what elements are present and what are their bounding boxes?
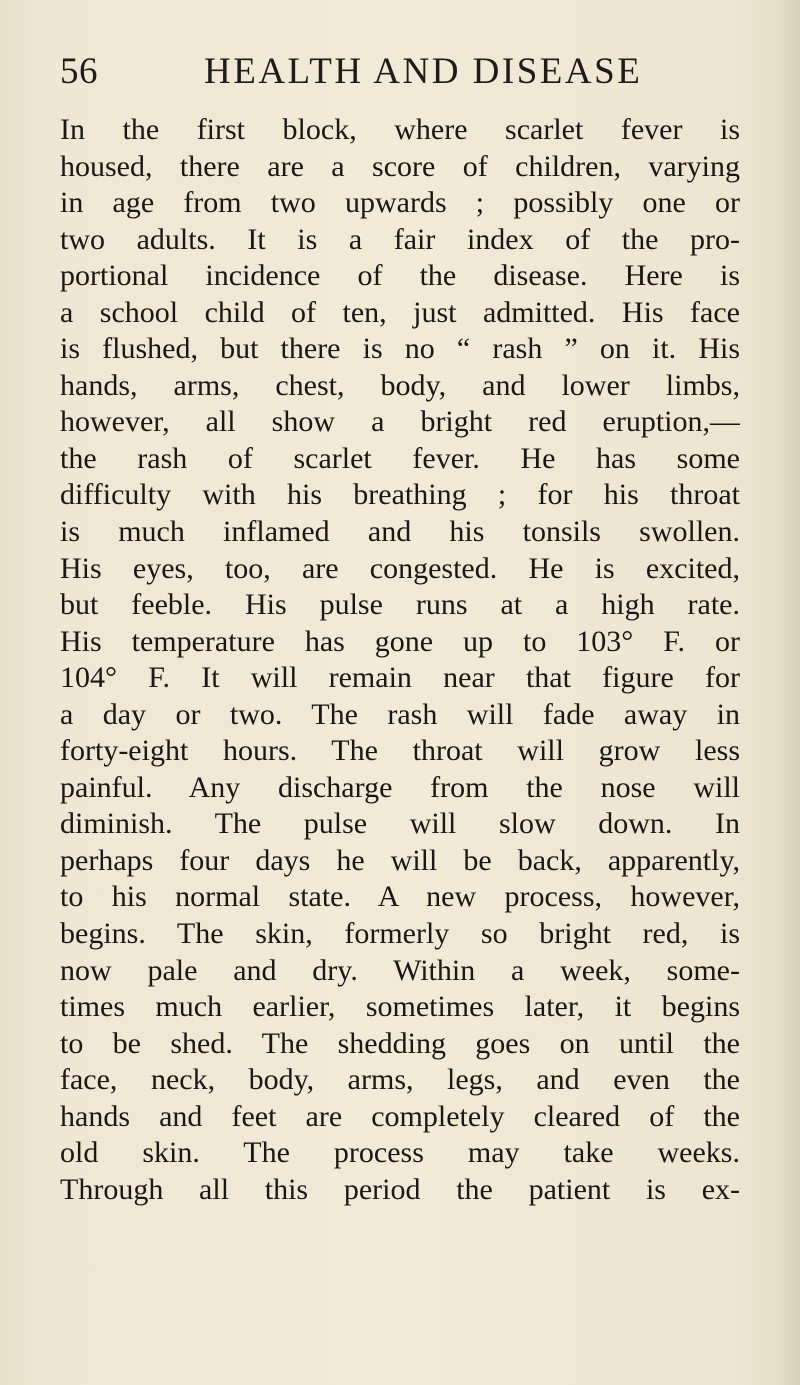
text-line: portional incidence of the disease. Here is xyxy=(60,259,740,293)
running-head: HEALTH AND DISEASE xyxy=(204,51,643,92)
text-line: two adults. It is a fair index of the pro- xyxy=(60,222,740,256)
body-paragraph xyxy=(60,112,740,1208)
page-number: 56 xyxy=(60,51,98,92)
text-line: old skin. The process may take weeks. xyxy=(60,1136,740,1170)
page-edge-shadow xyxy=(778,0,800,1385)
text-line: hands, arms, chest, body, and lower limbs, xyxy=(60,368,740,402)
text-line: face, neck, body, arms, legs, and even the xyxy=(60,1063,740,1097)
text-line: hands and feet are completely cleared of the xyxy=(60,1099,740,1133)
text-line: a school child of ten, just admitted. His face xyxy=(60,295,740,329)
text-line: in age from two upwards ; possibly one or xyxy=(60,186,740,220)
text-line: is flushed, but there is no “ rash ” on it. His xyxy=(60,332,740,366)
text-line: diminish. The pulse will slow down. In xyxy=(60,807,740,841)
text-line: the rash of scarlet fever. He has some xyxy=(60,441,740,475)
text-line: painful. Any discharge from the nose will xyxy=(60,770,740,804)
text-line: now pale and dry. Within a week, some- xyxy=(60,953,740,987)
text-line: housed, there are a score of children, varying xyxy=(60,149,740,183)
text-line: but feeble. His pulse runs at a high rate. xyxy=(60,588,740,622)
text-line: times much earlier, sometimes later, it begins xyxy=(60,990,740,1024)
text-line: forty-eight hours. The throat will grow less xyxy=(60,734,740,768)
text-line: is much inflamed and his tonsils swollen. xyxy=(60,515,740,549)
text-line: In the first block, where scarlet fever is xyxy=(60,113,740,146)
text-line: begins. The skin, formerly so bright red, is xyxy=(60,917,740,951)
text-line: 104° F. It will remain near that figure for xyxy=(60,661,740,695)
text-line: a day or two. The rash will fade away in xyxy=(60,697,740,731)
text-line: perhaps four days he will be back, apparently, xyxy=(60,843,740,877)
text-line: to his normal state. A new process, however, xyxy=(60,880,740,914)
text-line: to be shed. The shedding goes on until the xyxy=(60,1026,740,1060)
page-header xyxy=(60,50,740,100)
text-line: however, all show a bright red eruption,— xyxy=(60,405,740,439)
text-line: His eyes, too, are congested. He is excited, xyxy=(60,551,740,585)
text-line: His temperature has gone up to 103° F. or xyxy=(60,624,740,658)
text-line: Through all this period the patient is ex- xyxy=(60,1172,740,1206)
text-line: difficulty with his breathing ; for his throat xyxy=(60,478,740,512)
